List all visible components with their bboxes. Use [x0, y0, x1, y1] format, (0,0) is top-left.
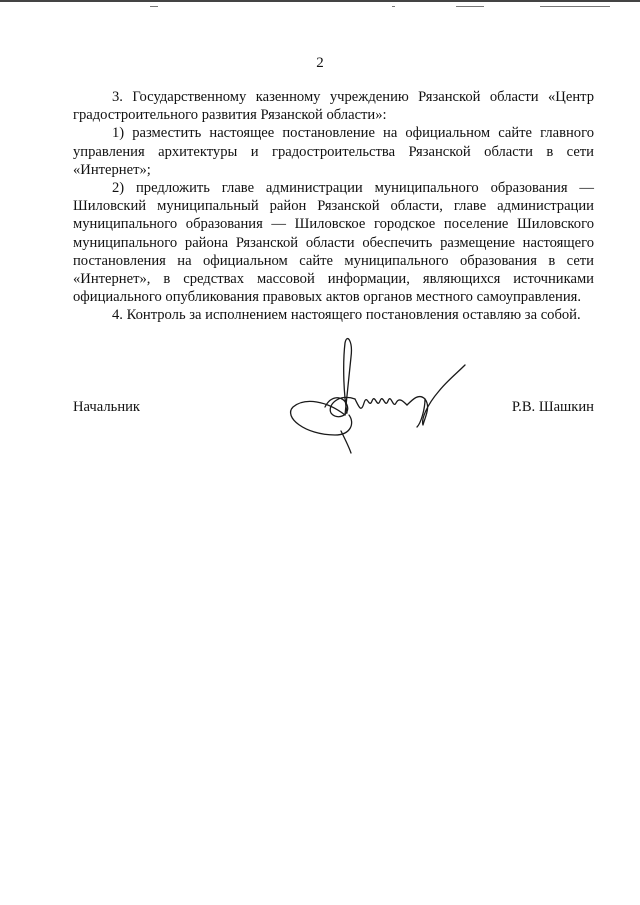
- scan-speck: [456, 6, 484, 7]
- paragraph-3-2: 2) предложить главе администрации муниципального образования — Шиловский муниципальный район Рязанской области, главе администрации муниципального образования — Шиловское городское поселение Шиловского муниципального района Рязанской области обеспечить размещение настоящего постановления на официальном сайте муниципального образования в сети «Интернет», в средствах массовой информации, являющихся источниками официального опубликования правовых актов органов местного самоуправления.: [73, 180, 594, 306]
- page-number: 2: [316, 55, 324, 71]
- paragraph-3-1: 1) разместить настоящее постановление на официальном сайте главного управления архитектуры и градостроительства Рязанской области в сети «Интернет»;: [73, 125, 594, 178]
- handwritten-signature-icon: [285, 335, 475, 455]
- scan-speck: [540, 6, 610, 7]
- document-body: [73, 88, 594, 325]
- paragraph-3: 3. Государственному казенному учреждению Рязанской области «Центр градостроительного развития Рязанской области»:: [73, 89, 594, 124]
- paragraph-4: 4. Контроль за исполнением настоящего постановления оставляю за собой.: [112, 307, 581, 324]
- scan-top-edge: [0, 0, 640, 2]
- scan-speck: [150, 6, 158, 7]
- signer-name: Р.В. Шашкин: [511, 399, 594, 415]
- signer-position: Начальник: [73, 399, 141, 415]
- scan-speck: [392, 6, 395, 7]
